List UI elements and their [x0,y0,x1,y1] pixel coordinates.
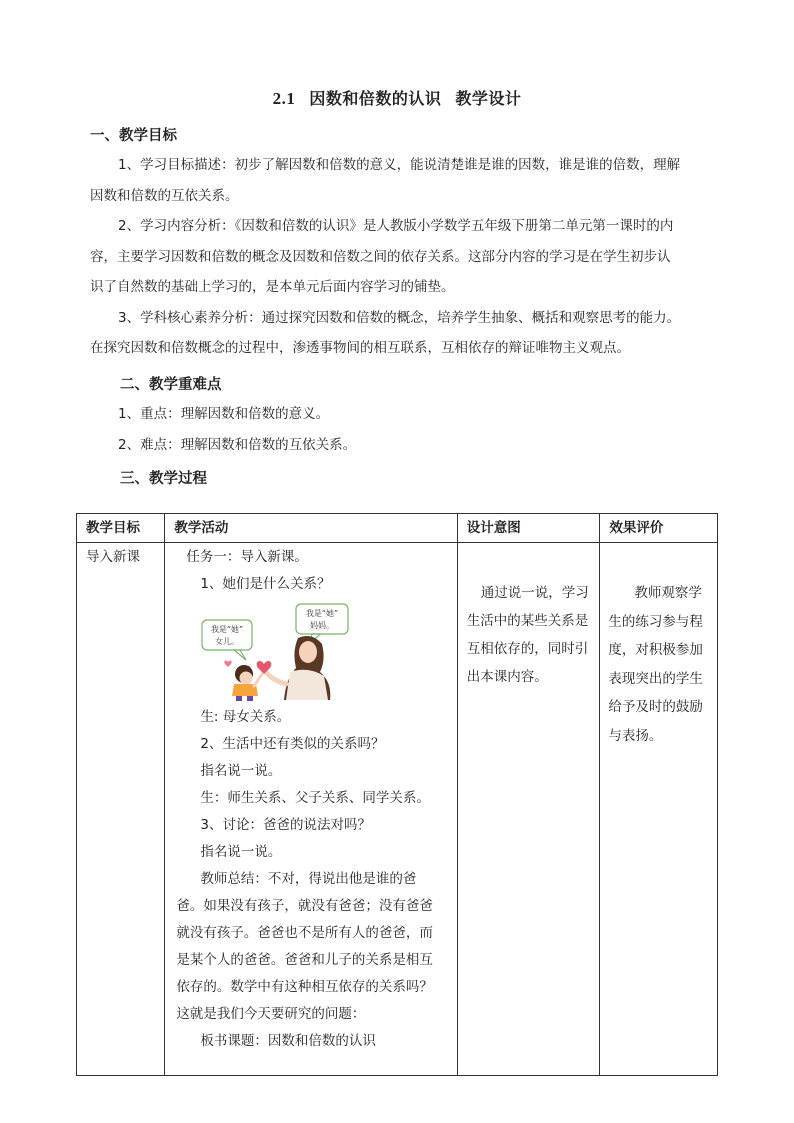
intent-cell [457,543,600,1076]
intent-line-3: 互相依存的，同时引 [466,641,589,657]
evaluation-cell [600,543,718,1076]
illustration-icon [200,602,360,702]
objective-3-line-2: 在探究因数和倍数概念的过程中，渗透事物间的相互联系，互相依存的辩证唯物主义观点。 [90,340,630,356]
question-1: 1、她们是什么关系？ [200,576,331,592]
section-heading-objectives: 一、教学目标 [90,128,177,144]
table-header-row [77,514,718,543]
header-activity: 教学活动 [165,514,457,543]
header-goal: 教学目标 [77,514,165,543]
bubble-right-line-2: 妈妈。 [310,621,335,630]
goal-cell [77,543,165,1076]
eval-line-3: 度，对积极参加 [608,642,703,658]
objective-1-line-1: 1、学习目标描述：初步了解因数和倍数的意义，能说清楚谁是谁的因数，谁是谁的倍数，理解 [118,157,681,173]
summary-line-2: 爸。如果没有孩子，就没有爸爸；没有爸爸 [176,898,433,914]
goal-text: 导入新课 [86,549,140,565]
objective-1-line-2: 因数和倍数的互依关系。 [90,187,239,204]
title-suffix: 教学设计 [455,89,522,108]
objective-3-line-1: 3、学科核心素养分析：通过探究因数和倍数的概念，培养学生抽象、概括和观察思考的能力。 [118,309,681,326]
intent-line-2: 生活中的某些关系是 [466,613,589,629]
table-row [77,543,718,1076]
intent-line-4: 出本课内容。 [466,669,548,685]
objective-2-line-1: 2、学习内容分析：《因数和倍数的认识》是人教版小学数学五年级下册第二单元第一课时的内 [118,218,674,234]
bubble-left-line-2: 女儿。 [215,637,240,646]
board-title: 板书课题：因数和倍数的认识 [200,1033,376,1049]
eval-line-5: 给予及时的鼓励 [608,699,703,715]
header-intent: 设计意图 [457,514,600,543]
objective-2-line-2: 容，主要学习因数和倍数的概念及因数和倍数之间的依存关系。这部分内容的学习是在学生初步认 [90,248,671,265]
intent-line-1: 通过说一说，学习 [480,585,589,601]
summary-line-6: 这就是我们今天要研究的问题： [176,1006,366,1022]
objectives-body [90,150,720,364]
title-main: 因数和倍数的认识 [309,89,442,108]
question-3: 3、讨论：爸爸的说法对吗？ [200,817,371,833]
process-table [76,513,718,1076]
keypoints-body [118,399,356,460]
eval-line-1: 教师观察学 [634,585,702,601]
task-title: 任务一：导入新课。 [186,549,308,565]
activity-cell [165,543,457,1076]
keypoint-2: 2、难点：理解因数和倍数的互依关系。 [118,436,357,453]
document-title [0,86,794,109]
bubble-left-line-1: 我是“她” [211,625,244,634]
summary-line-4: 是某个人的爸爸。爸爸和儿子的关系是相互 [176,952,433,968]
eval-line-6: 与表扬。 [608,727,663,744]
summary-line-1: 教师总结：不对，得说出他是谁的爸 [200,871,417,887]
section-heading-process: 三、教学过程 [120,471,207,487]
answer-2-prompt: 指名说一说。 [200,763,282,779]
eval-line-2: 生的练习参与程 [608,613,703,630]
eval-line-4: 表现突出的学生 [608,670,703,687]
objective-2-line-3: 识了自然数的基础上学习的，是本单元后面内容学习的铺垫。 [90,279,455,295]
summary-line-5: 依存的。数学中有这种相互依存的关系吗？ [176,979,433,995]
mother-daughter-illustration [200,602,360,702]
answer-1: 生: 母女关系。 [200,709,291,725]
header-evaluation: 效果评价 [600,514,718,543]
answer-3-prompt: 指名说一说。 [200,844,282,860]
keypoint-1: 1、重点：理解因数和倍数的意义。 [118,406,330,422]
section-heading-keypoints: 二、教学重难点 [120,377,222,393]
answer-2: 生：师生关系、父子关系、同学关系。 [200,790,430,806]
summary-line-3: 就没有孩子。爸爸也不是所有人的爸爸，而 [176,925,433,941]
title-number: 2.1 [272,89,296,108]
bubble-right-line-1: 我是“她” [306,609,339,618]
question-2: 2、生活中还有类似的关系吗？ [200,736,385,752]
